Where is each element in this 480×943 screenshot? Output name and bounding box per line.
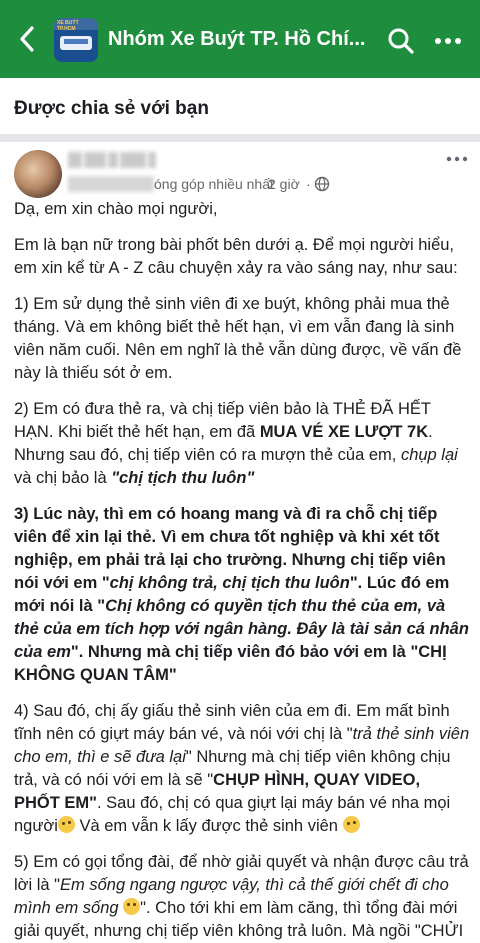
back-arrow-icon[interactable] [14,22,42,56]
shared-with-you-label: Được chia sẻ với bạn [14,98,209,119]
crying-face-emoji-icon [343,816,360,833]
search-icon[interactable] [386,26,416,56]
more-options-icon[interactable] [432,26,464,56]
post-paragraph-4: 4) Sau đó, chị ấy giấu thẻ sinh viên của em đi. Em mất bình tĩnh nên có giựt máy bán vé, và nói với chị là "trả thẻ sinh viên cho em, thì e sẽ đưa lại" Nhưng mà chị tiếp viên không chịu trả, và có nói với em là sẽ "CHỤP HÌNH, QUAY VIDEO, PHỐT EM". Sau đó, chị có qua giựt lại máy bán vé nha mọi người Và em vẫn k lấy được thẻ sinh viên [14,702,470,835]
post-body [14,198,470,943]
author-name-blurred[interactable] [68,151,168,171]
post-more-icon[interactable] [446,152,468,166]
group-avatar[interactable] [54,18,98,62]
post-paragraph-3: 3) Lúc này, thì em có hoang mang và đi ra chỗ chị tiếp viên để xin lại thẻ. Vì em chưa tốt nghiệp và khi xét tốt nghiệp, em phải trả lại cho trường. Nhưng chị tiếp viên nói với em "chị không trả, chị tịch thu luôn". Lúc đó em mới nói là "Chị không có quyền tịch thu thẻ của em, và thẻ của em tích hợp với ngân hàng. Đây là tài sản cá nhân của em". Nhưng mà chị tiếp viên đó bảo với em là "CHỊ KHÔNG QUAN TÂM" [14,505,469,684]
group-logo-text: XE BUÝT TP.HCM [57,20,79,32]
post-time[interactable]: 2 giờ [268,176,300,192]
divider [0,134,480,142]
badge-blurred [68,176,154,192]
separator-dot: · [306,176,311,192]
group-title[interactable]: Nhóm Xe Buýt TP. Hồ Chí... [108,28,366,50]
author-avatar[interactable] [14,150,62,198]
globe-icon [314,176,330,192]
post-paragraph-1: 1) Em sử dụng thẻ sinh viên đi xe buýt, không phải mua thẻ tháng. Và em không biết thẻ hết hạn, vì em vẫn đang là sinh viên năm cuối. Nên em nghĩ là thẻ vẫn dùng được, về vấn đề này là thiếu sót ở em. [14,295,462,382]
post-paragraph-5: 5) Em có gọi tổng đài, để nhờ giải quyết và nhận được câu trả lời là "Em sống ngang ngược vậy, thì cả thế giới chết đi cho mình em sống ". Cho tới khi em làm căng, thì tổng đài mới giải quyết, nhưng chị tiếp viên không trả luôn. Mà ngồi "CHỬI [14,853,469,940]
grimacing-face-emoji-icon [123,898,140,915]
top-contributor-badge: óng góp nhiều nhất [154,176,274,192]
pleading-face-emoji-icon [58,816,75,833]
post-greeting: Dạ, em xin chào mọi người, [14,200,218,218]
top-bar [0,0,480,78]
post-paragraph-intro: Em là bạn nữ trong bài phốt bên dưới ạ. Để mọi người hiểu, em xin kể từ A - Z câu chuyện xảy ra vào sáng nay, như sau: [14,236,458,277]
post-paragraph-2: 2) Em có đưa thẻ ra, và chị tiếp viên bảo là THẺ ĐÃ HẾT HẠN. Khi biết thẻ hết hạn, em đã MUA VÉ XE LƯỢT 7K. Nhưng sau đó, chị tiếp viên có ra mượn thẻ của em, chụp lại và chị bảo là "chị tịch thu luôn" [14,400,458,487]
